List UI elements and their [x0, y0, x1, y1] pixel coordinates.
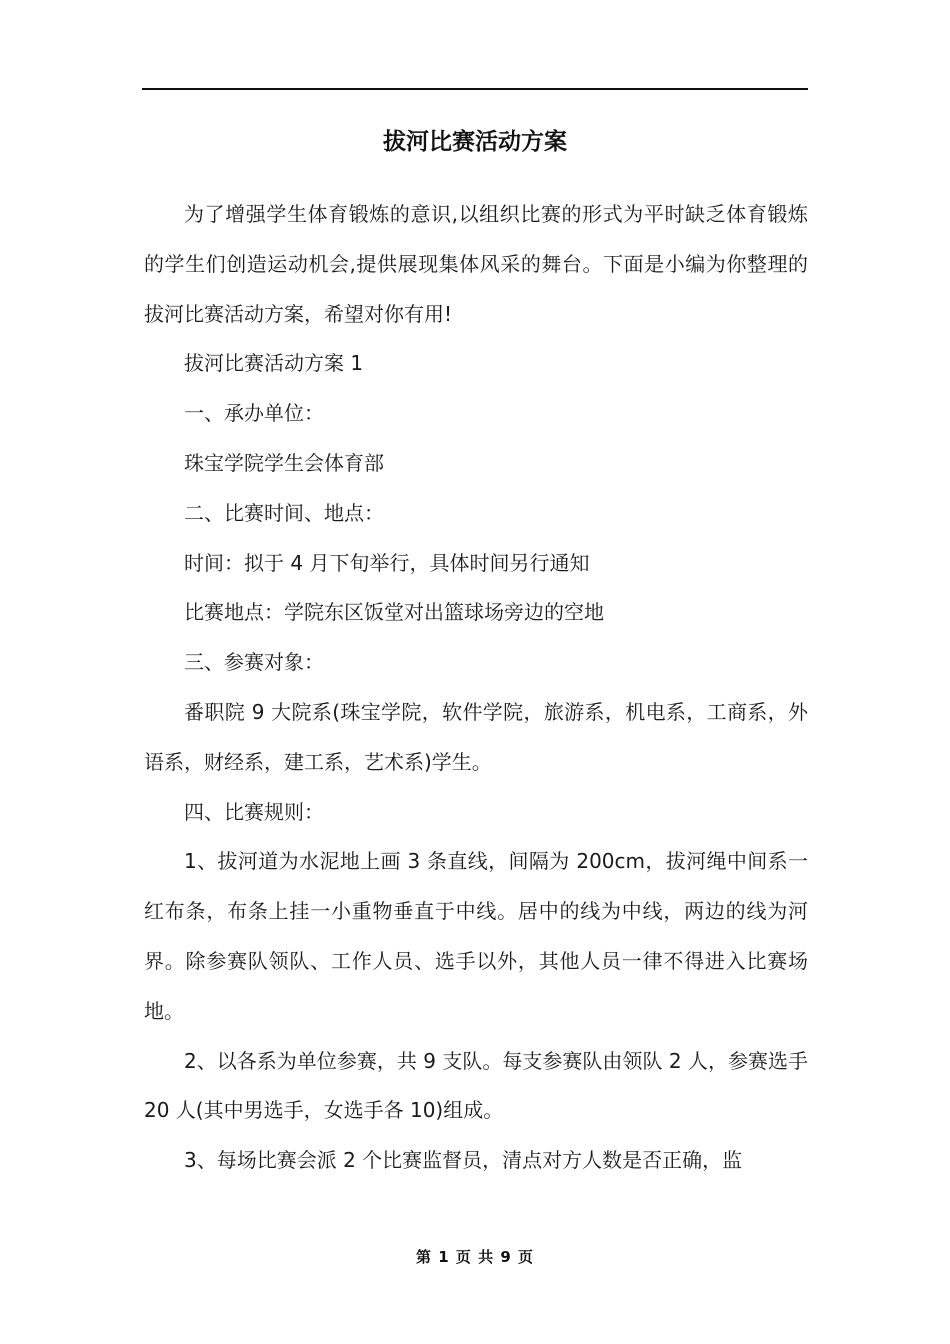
paragraph-section-participants: 三、参赛对象： [184, 650, 324, 675]
paragraph-place: 比赛地点：学院东区饭堂对出篮球场旁边的空地 [184, 600, 604, 625]
paragraph-intro: 为了增强学生体育锻炼的意识,以组织比赛的形式为平时缺乏体育锻炼的学生们创造运动机会,提供展现集体风采的舞台。下面是小编为你整理的拔河比赛活动方案，希望对你有用! [144, 202, 808, 326]
paragraph-plan-heading: 拔河比赛活动方案 1 [184, 351, 364, 376]
page-footer: 第 1 页 共 9 页 [416, 1248, 534, 1266]
paragraph-section-rules: 四、比赛规则： [184, 799, 324, 824]
paragraph-section-organizer: 一、承办单位： [184, 401, 324, 426]
paragraph-rule-1: 1、拔河道为水泥地上画 3 条直线，间隔为 200cm，拔河绳中间系一红布条，布条上挂一小重物垂直于中线。居中的线为中线，两边的线为河界。除参赛队领队、工作人员、选手以外，其他人员一律不得进入比赛场地。 [144, 849, 808, 1023]
document-body [144, 190, 808, 1186]
paragraph-rule-2: 2、以各系为单位参赛，共 9 支队。每支参赛队由领队 2 人，参赛选手 20 人(其中男选手，女选手各 10)组成。 [144, 1048, 808, 1123]
paragraph-time: 时间：拟于 4 月下旬举行，具体时间另行通知 [184, 550, 590, 575]
header-rule [142, 88, 808, 90]
paragraph-participants: 番职院 9 大院系(珠宝学院，软件学院，旅游系，机电系，工商系，外语系，财经系，建工系，艺术系)学生。 [144, 699, 808, 774]
paragraph-rule-3: 3、每场比赛会派 2 个比赛监督员，清点对方人数是否正确，监 [184, 1148, 743, 1173]
document-title: 拔河比赛活动方案 [383, 129, 567, 155]
paragraph-organizer: 珠宝学院学生会体育部 [184, 450, 384, 475]
paragraph-section-time-place: 二、比赛时间、地点： [184, 500, 384, 525]
